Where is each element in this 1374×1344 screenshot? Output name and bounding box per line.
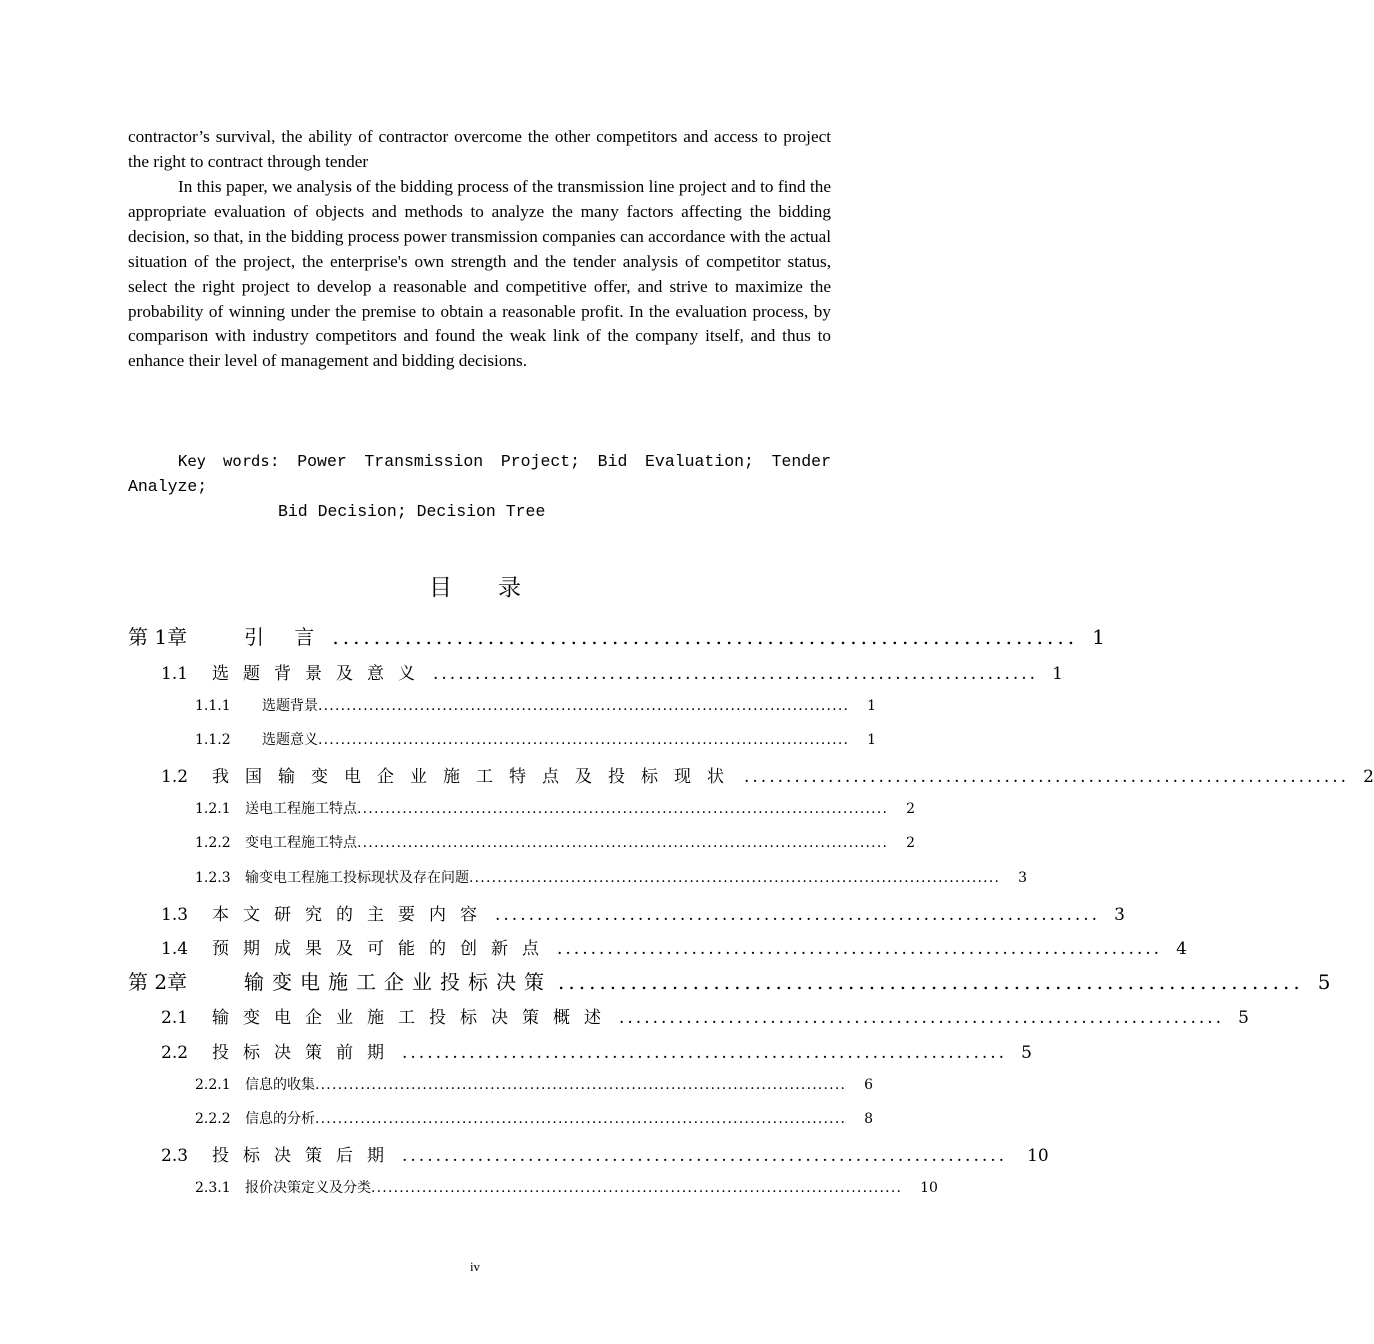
- toc-entry-page: 10: [920, 1180, 938, 1196]
- toc-entry-number: 1.2.2: [195, 835, 231, 851]
- toc-entry-title: 引 言: [244, 625, 327, 649]
- keywords-line-1: [128, 449, 831, 474]
- toc-entry-number: 1.1.1: [195, 698, 231, 714]
- toc-entry-page: 3: [1018, 870, 1028, 886]
- toc-entry[interactable]: [161, 659, 1063, 684]
- toc-entry[interactable]: [195, 695, 877, 715]
- toc-title: [0, 569, 950, 602]
- toc-leader-dots: ........................................................................: [495, 905, 1101, 925]
- toc-entry-title: 信息的分析: [245, 1111, 315, 1127]
- toc-entry-title: 我国输变电企业施工特点及投标现状: [212, 767, 740, 787]
- toc-entry-number: 2.2.2: [195, 1111, 231, 1127]
- toc-entry-title: 选题背景及意义: [212, 664, 429, 684]
- toc-leader-dots: ..............................................................................................: [315, 1111, 847, 1127]
- toc-entry-page: 1: [1052, 664, 1063, 684]
- toc-leader-dots: ..............................................................................................: [357, 801, 889, 817]
- toc-entry-number: 1.4: [161, 939, 189, 959]
- toc-entry-page: 1: [1092, 625, 1105, 649]
- toc-entry-number: 第 1章: [128, 625, 188, 649]
- toc-entry[interactable]: [195, 1177, 938, 1197]
- toc-entry-page: 2: [906, 801, 916, 817]
- toc-entry-page: 1: [867, 698, 877, 714]
- toc-entry-page: 5: [1238, 1008, 1249, 1028]
- toc-leader-dots: ........................................................................: [619, 1008, 1225, 1028]
- toc-leader-dots: ........................................................................: [433, 664, 1039, 684]
- toc-entry-number: 2.2.1: [195, 1077, 231, 1093]
- toc-entry-page: 2: [1363, 767, 1374, 787]
- toc-entry-number: 1.2: [161, 767, 189, 787]
- keywords-text-1: : Power Transmission Project; Bid Evaluation; Tender: [269, 452, 831, 471]
- toc-entry[interactable]: [128, 966, 1331, 995]
- toc-entry-number: 1.1.2: [195, 732, 231, 748]
- toc-leader-dots: ..............................................................................................: [318, 698, 850, 714]
- page-number: iv: [469, 1259, 481, 1274]
- toc-entry-title: 信息的收集: [245, 1077, 315, 1093]
- toc-leader-dots: ..............................................................................................: [315, 1077, 847, 1093]
- toc-entry-title: 报价决策定义及分类: [245, 1180, 371, 1196]
- keywords-line-1b: Analyze;: [128, 477, 208, 496]
- toc-entry-title: 输变电企业施工投标决策概述: [212, 1008, 615, 1028]
- toc-leader-dots: ..............................................................................................: [469, 870, 1001, 886]
- toc-entry[interactable]: [195, 729, 877, 749]
- toc-entry-page: 3: [1114, 905, 1125, 925]
- toc-entry[interactable]: [195, 798, 916, 818]
- toc-entry-title: 投标决策后期: [212, 1146, 398, 1166]
- toc-entry-title: 投标决策前期: [212, 1043, 398, 1063]
- toc-entry[interactable]: [128, 621, 1105, 650]
- keywords-label: Key words: [178, 452, 270, 470]
- toc-entry-title: 选题意义: [262, 732, 318, 748]
- toc-leader-dots: ........................................................................: [402, 1043, 1008, 1063]
- toc-entry-number: 2.1: [161, 1008, 189, 1028]
- toc-entry-title: 输变电施工企业投标决策: [244, 970, 552, 994]
- toc-entry-page: 4: [1176, 939, 1187, 959]
- toc-leader-dots: ........................................................................: [402, 1146, 1008, 1166]
- toc-entry-page: 6: [864, 1077, 874, 1093]
- toc-entry[interactable]: [161, 762, 1374, 787]
- toc-leader-dots: ..............................................................................................: [318, 732, 850, 748]
- toc-entry[interactable]: [195, 867, 1028, 887]
- toc-entry[interactable]: [161, 1038, 1032, 1063]
- toc-entry-title: 输变电工程施工投标现状及存在问题: [245, 870, 469, 886]
- toc-entry-page: 8: [864, 1111, 874, 1127]
- toc-entry-number: 2.2: [161, 1043, 189, 1063]
- toc-title-char-2: 录: [498, 575, 521, 601]
- abstract-paragraph-2: In this paper, we analysis of the bidding process of the transmission line project and to find the appropriate evaluation of objects and methods to analyze the many factors affecting the bidding decision, so that, in the bidding process power transmission companies can accordance with the actual situation of the project, the enterprise's own strength and the tender analysis of competitor status, select the right project to develop a reasonable and competitive offer, and strive to maximize the probability of winning under the premise to obtain a reasonable profit. In the evaluation process, by comparison with industry competitors and found the weak link of the company itself, and thus to enhance their level of management and bidding decisions.: [128, 177, 831, 371]
- abstract-paragraph-1: contractor’s survival, the ability of contractor overcome the other competitors and access to project the right to contract through tender: [128, 127, 831, 171]
- toc-entry-title: 本文研究的主要内容: [212, 905, 491, 925]
- toc-entry-number: 1.1: [161, 664, 189, 684]
- toc-leader-dots: ........................................................................: [558, 970, 1304, 994]
- toc-entry-title: 变电工程施工特点: [245, 835, 357, 851]
- toc-entry-page: 5: [1317, 970, 1331, 994]
- toc-entry-number: 1.3: [161, 905, 189, 925]
- toc-leader-dots: ..............................................................................................: [371, 1180, 903, 1196]
- toc-leader-dots: ........................................................................: [332, 625, 1079, 649]
- toc-entry[interactable]: [161, 900, 1125, 925]
- toc-entry-number: 1.2.1: [195, 801, 231, 817]
- toc-entry-page: 2: [906, 835, 916, 851]
- toc-entry-title: 预期成果及可能的创新点: [212, 939, 553, 959]
- toc-entry-number: 2.3.1: [195, 1180, 231, 1196]
- toc-entry-number: 2.3: [161, 1146, 189, 1166]
- toc-entry[interactable]: [195, 832, 916, 852]
- toc-entry-page: 5: [1021, 1043, 1032, 1063]
- toc-entry-number: 1.2.3: [195, 870, 231, 886]
- toc-entry[interactable]: [161, 1141, 1049, 1166]
- keywords-line-2: Bid Decision; Decision Tree: [278, 502, 546, 521]
- toc-entry-title: 选题背景: [262, 698, 318, 714]
- toc-entry[interactable]: [195, 1074, 874, 1094]
- toc-entry-page: 10: [1027, 1146, 1049, 1166]
- toc-entry[interactable]: [195, 1108, 874, 1128]
- toc-leader-dots: ........................................................................: [557, 939, 1163, 959]
- toc-title-char-1: 目: [429, 575, 452, 601]
- toc-entry-title: 送电工程施工特点: [245, 801, 357, 817]
- toc-leader-dots: ........................................................................: [744, 767, 1350, 787]
- toc-entry-page: 1: [867, 732, 877, 748]
- toc-entry-number: 第 2章: [128, 970, 188, 994]
- toc-entry[interactable]: [161, 1003, 1249, 1028]
- toc-entry[interactable]: [161, 934, 1187, 959]
- toc-leader-dots: ..............................................................................................: [357, 835, 889, 851]
